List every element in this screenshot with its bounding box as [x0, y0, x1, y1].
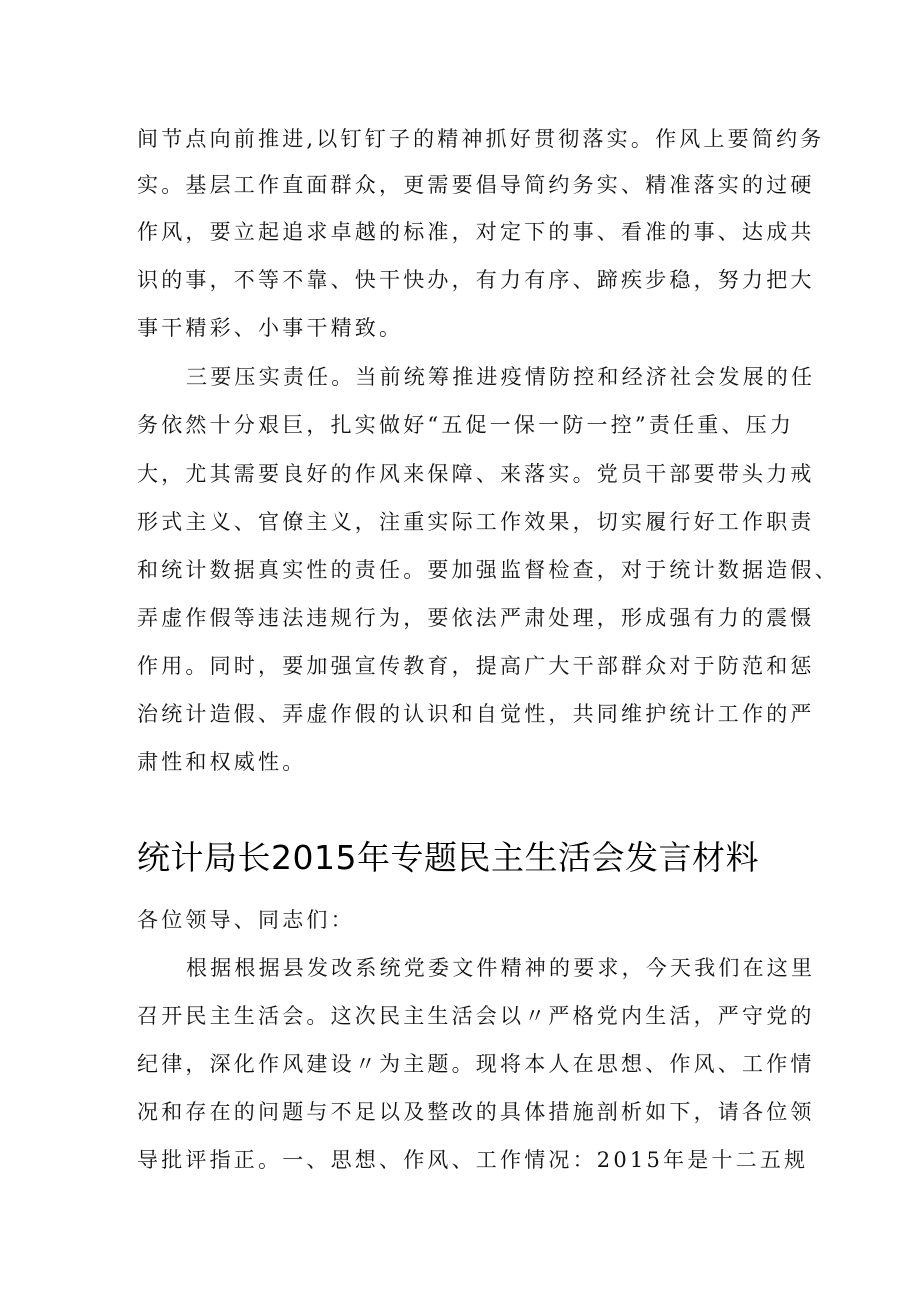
paragraph-line: 根据根据县发改系统党委文件精神的要求，今天我们在这里: [186, 956, 816, 980]
paragraph-line: 事干精彩、小事干精致。: [137, 316, 404, 340]
paragraph-line: 治统计造假、弄虚作假的认识和自觉性，共同维护统计工作的严: [137, 702, 815, 726]
paragraph-line: 间节点向前推进,以钉钉子的精神抓好贯彻落实。作风上要简约务: [137, 127, 825, 151]
paragraph-line: 召开民主生活会。这次民主生活会以〃严格党内生活，严守党的: [137, 1004, 815, 1028]
paragraph-line: 导批评指正。一、思想、作风、工作情况：2015年是十二五规: [137, 1148, 809, 1172]
paragraph-line: 和统计数据真实性的责任。要加强监督检查，对于统计数据造假、: [137, 558, 839, 582]
paragraph-line: 作用。同时，要加强宣传教育，提高广大干部群众对于防范和惩: [137, 654, 815, 678]
paragraph-line: 况和存在的问题与不足以及整改的具体措施剖析如下，请各位领: [137, 1100, 815, 1124]
document-title: 统计局长2015年专题民主生活会发言材料: [137, 838, 759, 877]
paragraph-line: 识的事，不等不靠、快干快办，有力有序、蹄疾步稳，努力把大: [137, 268, 815, 292]
paragraph-line: 作风，要立起追求卓越的标准，对定下的事、看准的事、达成共: [137, 220, 815, 244]
paragraph-line: 三要压实责任。当前统筹推进疫情防控和经济社会发展的任: [186, 365, 816, 389]
paragraph-line: 形式主义、官僚主义，注重实际工作效果，切实履行好工作职责: [137, 510, 815, 534]
paragraph-line: 肃性和权威性。: [137, 750, 307, 774]
paragraph-line: 实。基层工作直面群众，更需要倡导简约务实、精准落实的过硬: [137, 173, 815, 197]
paragraph-line: 大，尤其需要良好的作风来保障、来落实。党员干部要带头力戒: [137, 462, 815, 486]
paragraph-line: 弄虚作假等违法违规行为，要依法严肃处理，形成强有力的震慑: [137, 606, 815, 630]
salutation: 各位领导、同志们：: [137, 908, 355, 932]
paragraph-line: 纪律，深化作风建设〃为主题。现将本人在思想、作风、工作情: [137, 1052, 815, 1076]
paragraph-line: 务依然十分艰巨，扎实做好“五促一保一防一控”责任重、压力: [137, 413, 795, 437]
